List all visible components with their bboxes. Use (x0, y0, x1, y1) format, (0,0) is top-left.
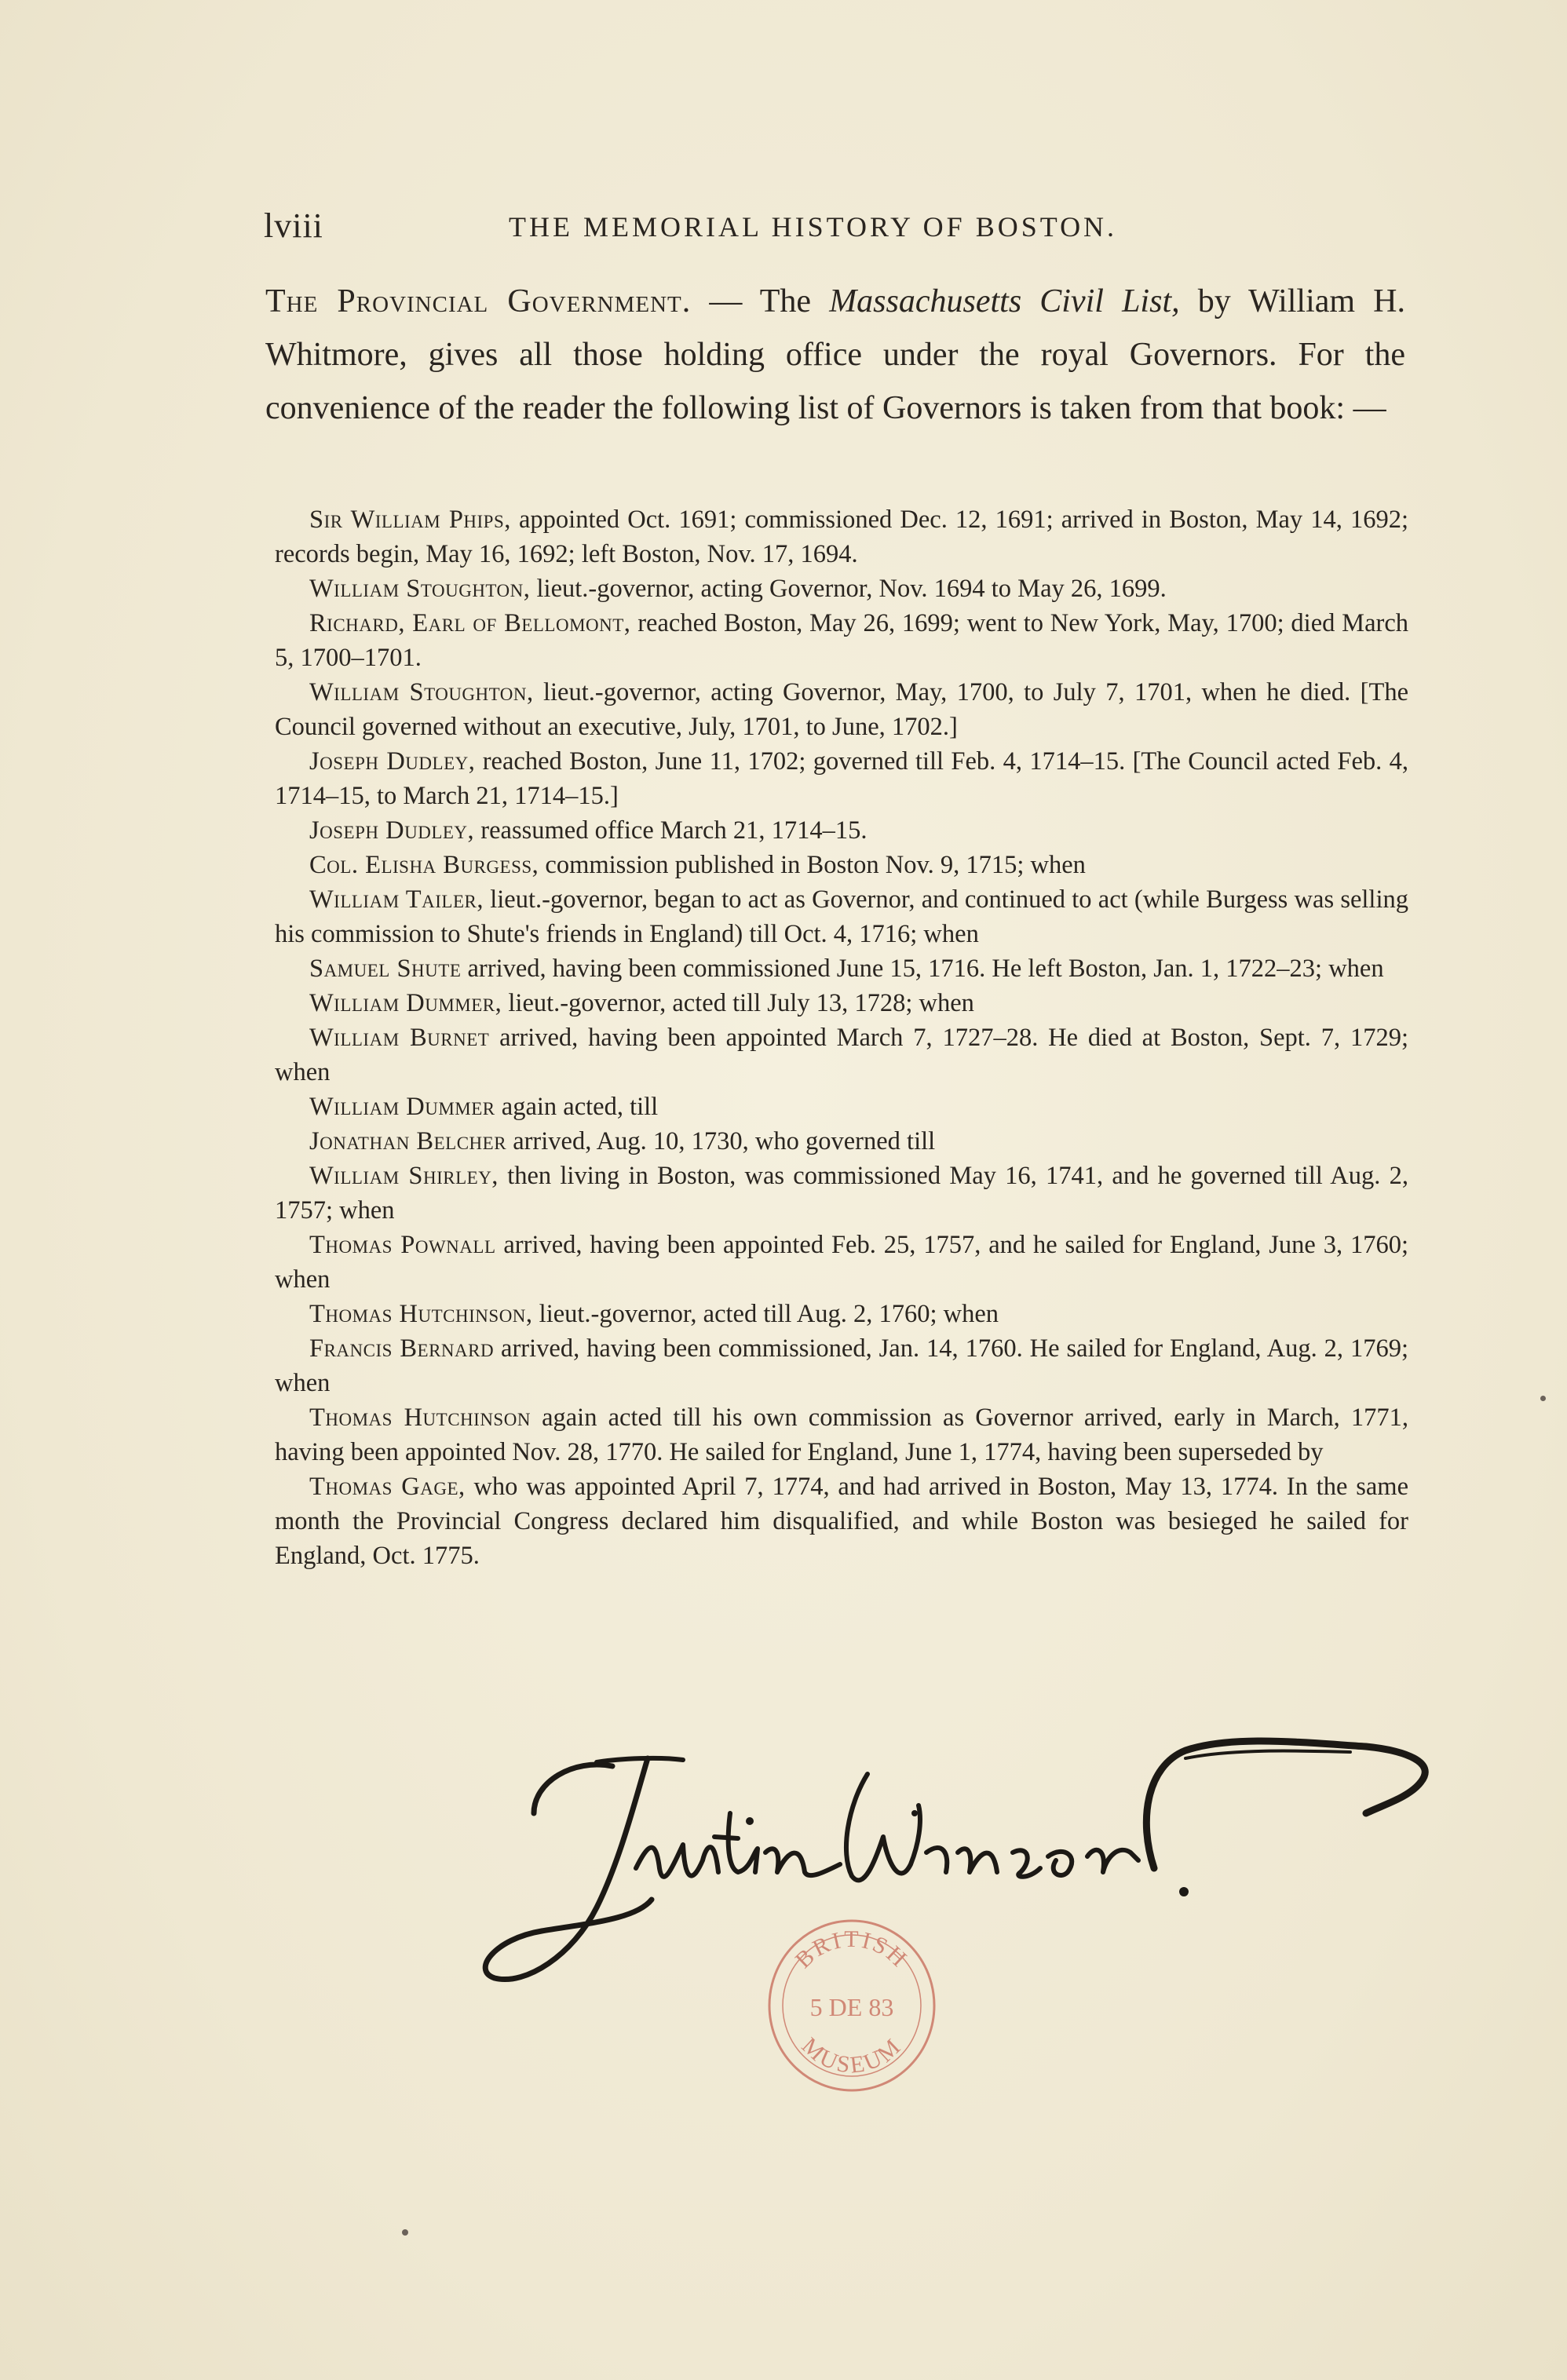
list-item (275, 848, 1408, 882)
stamp-bottom-text: MUSEUM (796, 2032, 908, 2079)
governor-details: arrived, having been appointed March 7, 1727–28. He died at Boston, Sept. 7, 1729; when (275, 1024, 1408, 1086)
list-item (275, 1400, 1408, 1469)
list-item (275, 1297, 1408, 1331)
library-stamp (762, 1915, 942, 2096)
governor-name: Samuel Shute (309, 955, 462, 983)
governor-name: William Shirley, (309, 1162, 499, 1190)
governor-name: Col. Elisha Burgess, (309, 851, 539, 879)
list-item (275, 1469, 1408, 1573)
governor-details: arrived, Aug. 10, 1730, who governed till (506, 1127, 936, 1155)
governor-name: Thomas Hutchinson (309, 1404, 531, 1432)
running-title: THE MEMORIAL HISTORY OF BOSTON. (509, 211, 1118, 243)
page-header (264, 206, 1410, 253)
list-item (275, 882, 1408, 951)
book-title: Massachusetts Civil List, (829, 283, 1180, 319)
governor-name: Joseph Dudley, (309, 816, 475, 845)
governor-name: William Stoughton, (309, 678, 534, 706)
governor-details: reassumed office March 21, 1714–15. (474, 816, 868, 845)
signature (479, 1703, 1437, 2002)
governor-details: arrived, having been commissioned June 15, 1716. He left Boston, Jan. 1, 1722–23; when (461, 955, 1384, 983)
list-item (275, 1331, 1408, 1400)
list-item (275, 502, 1408, 571)
governor-name: Joseph Dudley, (309, 747, 476, 776)
governor-name: William Tailer, (309, 885, 484, 914)
governor-name: William Dummer (309, 1093, 495, 1121)
governor-details: commission published in Boston Nov. 9, 1715; when (539, 851, 1086, 879)
list-item (275, 1090, 1408, 1124)
list-item (275, 986, 1408, 1020)
governor-details: lieut.-governor, acted till July 13, 1728; when (502, 989, 974, 1017)
intro-text: by William H. Whitmore, gives all those holding office under the royal Governors. For the convenience of the reader the following list of Governors is taken from that book: — (265, 283, 1405, 426)
list-item (275, 1159, 1408, 1228)
governor-details: reached Boston, June 11, 1702; governed till Feb. 4, 1714–15. [The Council acted Feb. 4, 1714–15, to March 21, 1714–15.] (275, 747, 1408, 810)
svg-text:MUSEUM (797, 2032, 907, 2078)
governor-details: arrived, having been appointed Feb. 25, 1757, and he sailed for England, June 3, 1760; when (275, 1231, 1409, 1294)
governor-name: Thomas Hutchinson, (309, 1300, 533, 1328)
governor-details: lieut.-governor, acting Governor, Nov. 1694 to May 26, 1699. (530, 575, 1167, 603)
stamp-date: 5 DE 83 (809, 1993, 894, 2021)
governor-details: lieut.-governor, acting Governor, May, 1700, to July 7, 1701, when he died. [The Council governed without an executive, July, 1701, to June, 1702.] (275, 678, 1408, 741)
governor-details: who was appointed April 7, 1774, and had arrived in Boston, May 13, 1774. In the same month the Provincial Congress declared him disqualified, and while Boston was besieged he sailed for England, Oct. 1775. (275, 1473, 1408, 1570)
governor-name: Thomas Pownall (309, 1231, 496, 1259)
governor-name: Francis Bernard (309, 1334, 495, 1363)
list-item (275, 813, 1408, 848)
governor-name: William Stoughton, (309, 575, 531, 603)
governor-details: lieut.-governor, acted till Aug. 2, 1760; when (532, 1300, 999, 1328)
list-item (275, 744, 1408, 813)
paper-speck (402, 2229, 408, 2236)
governor-name: Richard, Earl of Bellomont, (309, 609, 631, 637)
list-item (275, 951, 1408, 986)
stamp-top-text: BRITISH (790, 1926, 914, 1973)
governor-details: arrived, having been commissioned, Jan. 14, 1760. He sailed for England, Aug. 2, 1769; when (275, 1334, 1408, 1397)
governor-details: reached Boston, May 26, 1699; went to New York, May, 1700; died March 5, 1700–1701. (275, 609, 1408, 672)
governor-name: William Burnet (309, 1024, 490, 1052)
governor-name: Sir William Phips, (309, 506, 511, 534)
governor-name: William Dummer, (309, 989, 502, 1017)
governor-details: again acted till his own commission as Governor arrived, early in March, 1771, having been appointed Nov. 28, 1770. He sailed for England, June 1, 1774, having been superseded by (275, 1404, 1408, 1466)
list-item (275, 1124, 1408, 1159)
governor-details: appointed Oct. 1691; commissioned Dec. 12, 1691; arrived in Boston, May 14, 1692; records begin, May 16, 1692; left Boston, Nov. 17, 1694. (275, 506, 1408, 568)
governor-name: Jonathan Belcher (309, 1127, 507, 1155)
governors-list (275, 502, 1408, 1573)
list-item (275, 1228, 1408, 1297)
intro-paragraph (265, 275, 1405, 435)
governor-details: then living in Boston, was commissioned May 16, 1741, and he governed till Aug. 2, 1757; when (275, 1162, 1408, 1225)
paper-speck (1540, 1396, 1546, 1401)
list-item (275, 571, 1408, 606)
governor-name: Thomas Gage, (309, 1473, 466, 1501)
list-item (275, 675, 1408, 744)
list-item (275, 1020, 1408, 1090)
governor-details: again acted, till (495, 1093, 659, 1121)
governor-details: lieut.-governor, began to act as Governor, and continued to act (while Burgess was selling his commission to Shute's friends in England) till Oct. 4, 1716; when (275, 885, 1408, 948)
list-item (275, 606, 1408, 675)
section-heading: The Provincial Government. (265, 283, 692, 319)
page-number: lviii (264, 206, 323, 245)
intro-dash: — The (691, 283, 830, 319)
